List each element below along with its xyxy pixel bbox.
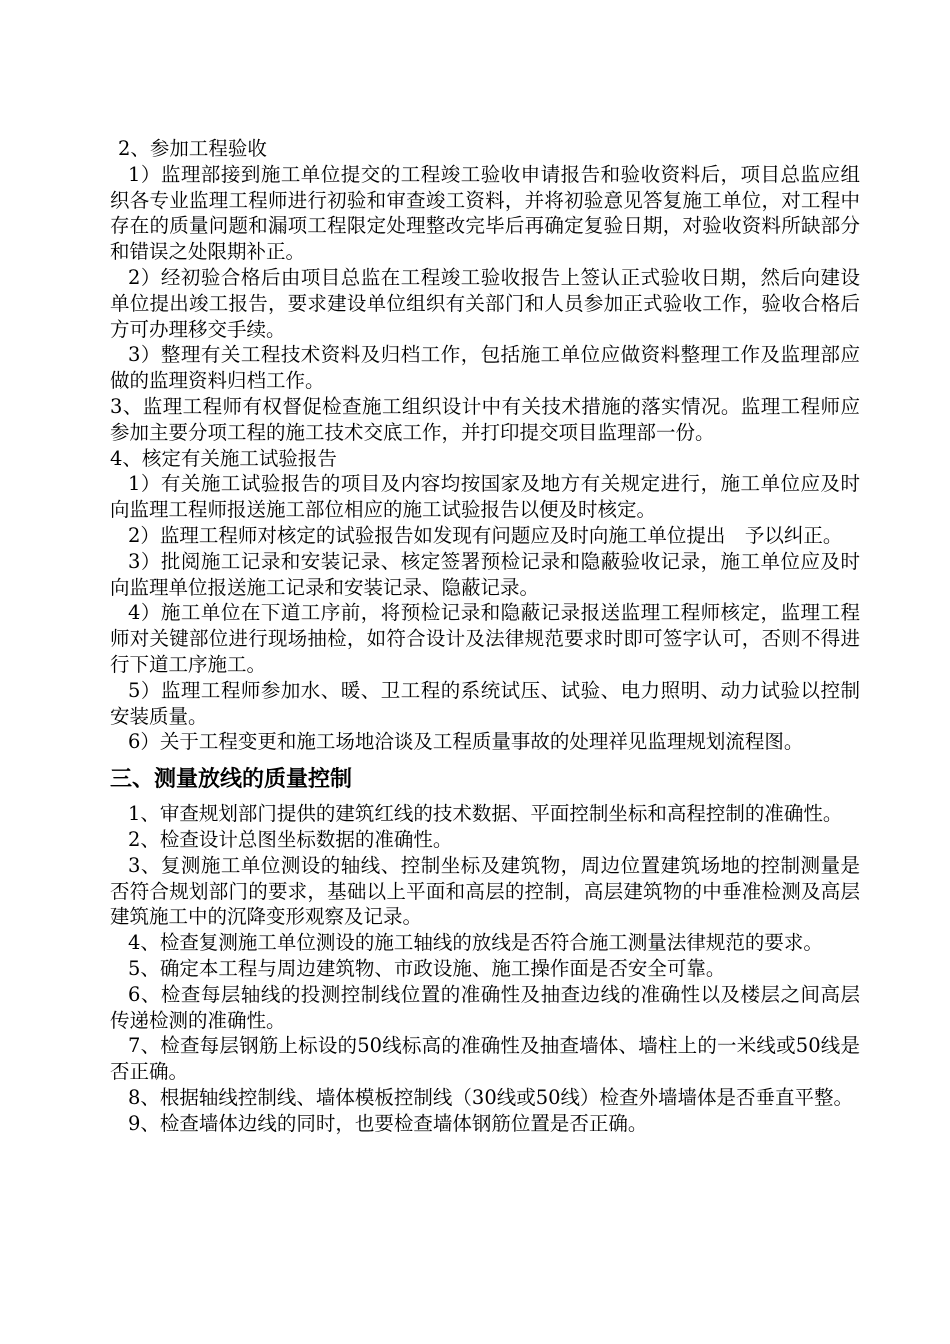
list-item: 5、确定本工程与周边建筑物、市政设施、施工操作面是否安全可靠。 [128, 956, 726, 980]
paragraph: 3）批阅施工记录和安装记录、核定签署预检记录和隐蔽验收记录，施工单位应及时向监理单位报送施工记录和安装记录、隐蔽记录。 [110, 549, 860, 599]
list-item: 3、复测施工单位测设的轴线、控制坐标及建筑物，周边位置建筑场地的控制测量是否符合规划部门的要求，基础以上平面和高层的控制，高层建筑物的中垂准检测及高层建筑施工中的沉降变形观察及记录。 [110, 853, 860, 929]
list-item: 6、检查每层轴线的投测控制线位置的准确性及抽查边线的准确性以及楼层之间高层传递检测的准确性。 [110, 982, 860, 1032]
paragraph: 2）经初验合格后由项目总监在工程竣工验收报告上签认正式验收日期，然后向建设单位提出竣工报告，要求建设单位组织有关部门和人员参加正式验收工作，验收合格后方可办理移交手续。 [110, 265, 860, 341]
paragraph: 3、监理工程师有权督促检查施工组织设计中有关技术措施的落实情况。监理工程师应参加主要分项工程的施工技术交底工作，并打印提交项目监理部一份。 [110, 394, 860, 444]
subsection-title-acceptance: 2、参加工程验收 [118, 137, 267, 160]
paragraph: 1）有关施工试验报告的项目及内容均按国家及地方有关规定进行，施工单位应及时向监理工程师报送施工部位相应的施工试验报告以便及时核定。 [110, 472, 860, 522]
paragraph: 6）关于工程变更和施工场地洽谈及工程质量事故的处理祥见监理规划流程图。 [128, 730, 804, 754]
document-page [110, 136, 860, 1136]
paragraph: 1）监理部接到施工单位提交的工程竣工验收申请报告和验收资料后，项目总监应组织各专业监理工程师进行初验和审查竣工资料，并将初验意见答复施工单位，对工程中存在的质量问题和漏项工程限定处理整改完毕后再确定复验日期，对验收资料所缺部分和错误之处限期补正。 [110, 162, 860, 264]
list-item: 4、检查复测施工单位测设的施工轴线的放线是否符合施工测量法律规范的要求。 [128, 931, 823, 955]
paragraph: 3）整理有关工程技术资料及归档工作，包括施工单位应做资料整理工作及监理部应做的监理资料归档工作。 [110, 343, 860, 393]
list-item: 8、根据轴线控制线、墙体模板控制线（30线或50线）检查外墙墙体是否垂直平整。 [128, 1085, 854, 1109]
list-item: 1、审查规划部门提供的建筑红线的技术数据、平面控制坐标和高程控制的准确性。 [128, 802, 843, 826]
list-item: 2、检查设计总图坐标数据的准确性。 [128, 827, 453, 851]
chapter-heading: 三、测量放线的质量控制 [110, 767, 353, 793]
list-item: 7、检查每层钢筋上标设的50线标高的准确性及抽查墙体、墙柱上的一米线或50线是否正确。 [110, 1034, 860, 1084]
subsection-title-test-reports: 4、核定有关施工试验报告 [110, 446, 337, 470]
list-item: 9、检查墙体边线的同时，也要检查墙体钢筋位置是否正确。 [128, 1111, 648, 1135]
paragraph: 2）监理工程师对核定的试验报告如发现有问题应及时向施工单位提出 予以纠正。 [128, 523, 843, 547]
paragraph: 4）施工单位在下道工序前，将预检记录和隐蔽记录报送监理工程师核定，监理工程师对关键部位进行现场抽检，如符合设计及法律规范要求时即可签字认可，否则不得进行下道工序施工。 [110, 601, 860, 676]
paragraph: 5）监理工程师参加水、暖、卫工程的系统试压、试验、电力照明、动力试验以控制安装质量。 [110, 678, 860, 728]
